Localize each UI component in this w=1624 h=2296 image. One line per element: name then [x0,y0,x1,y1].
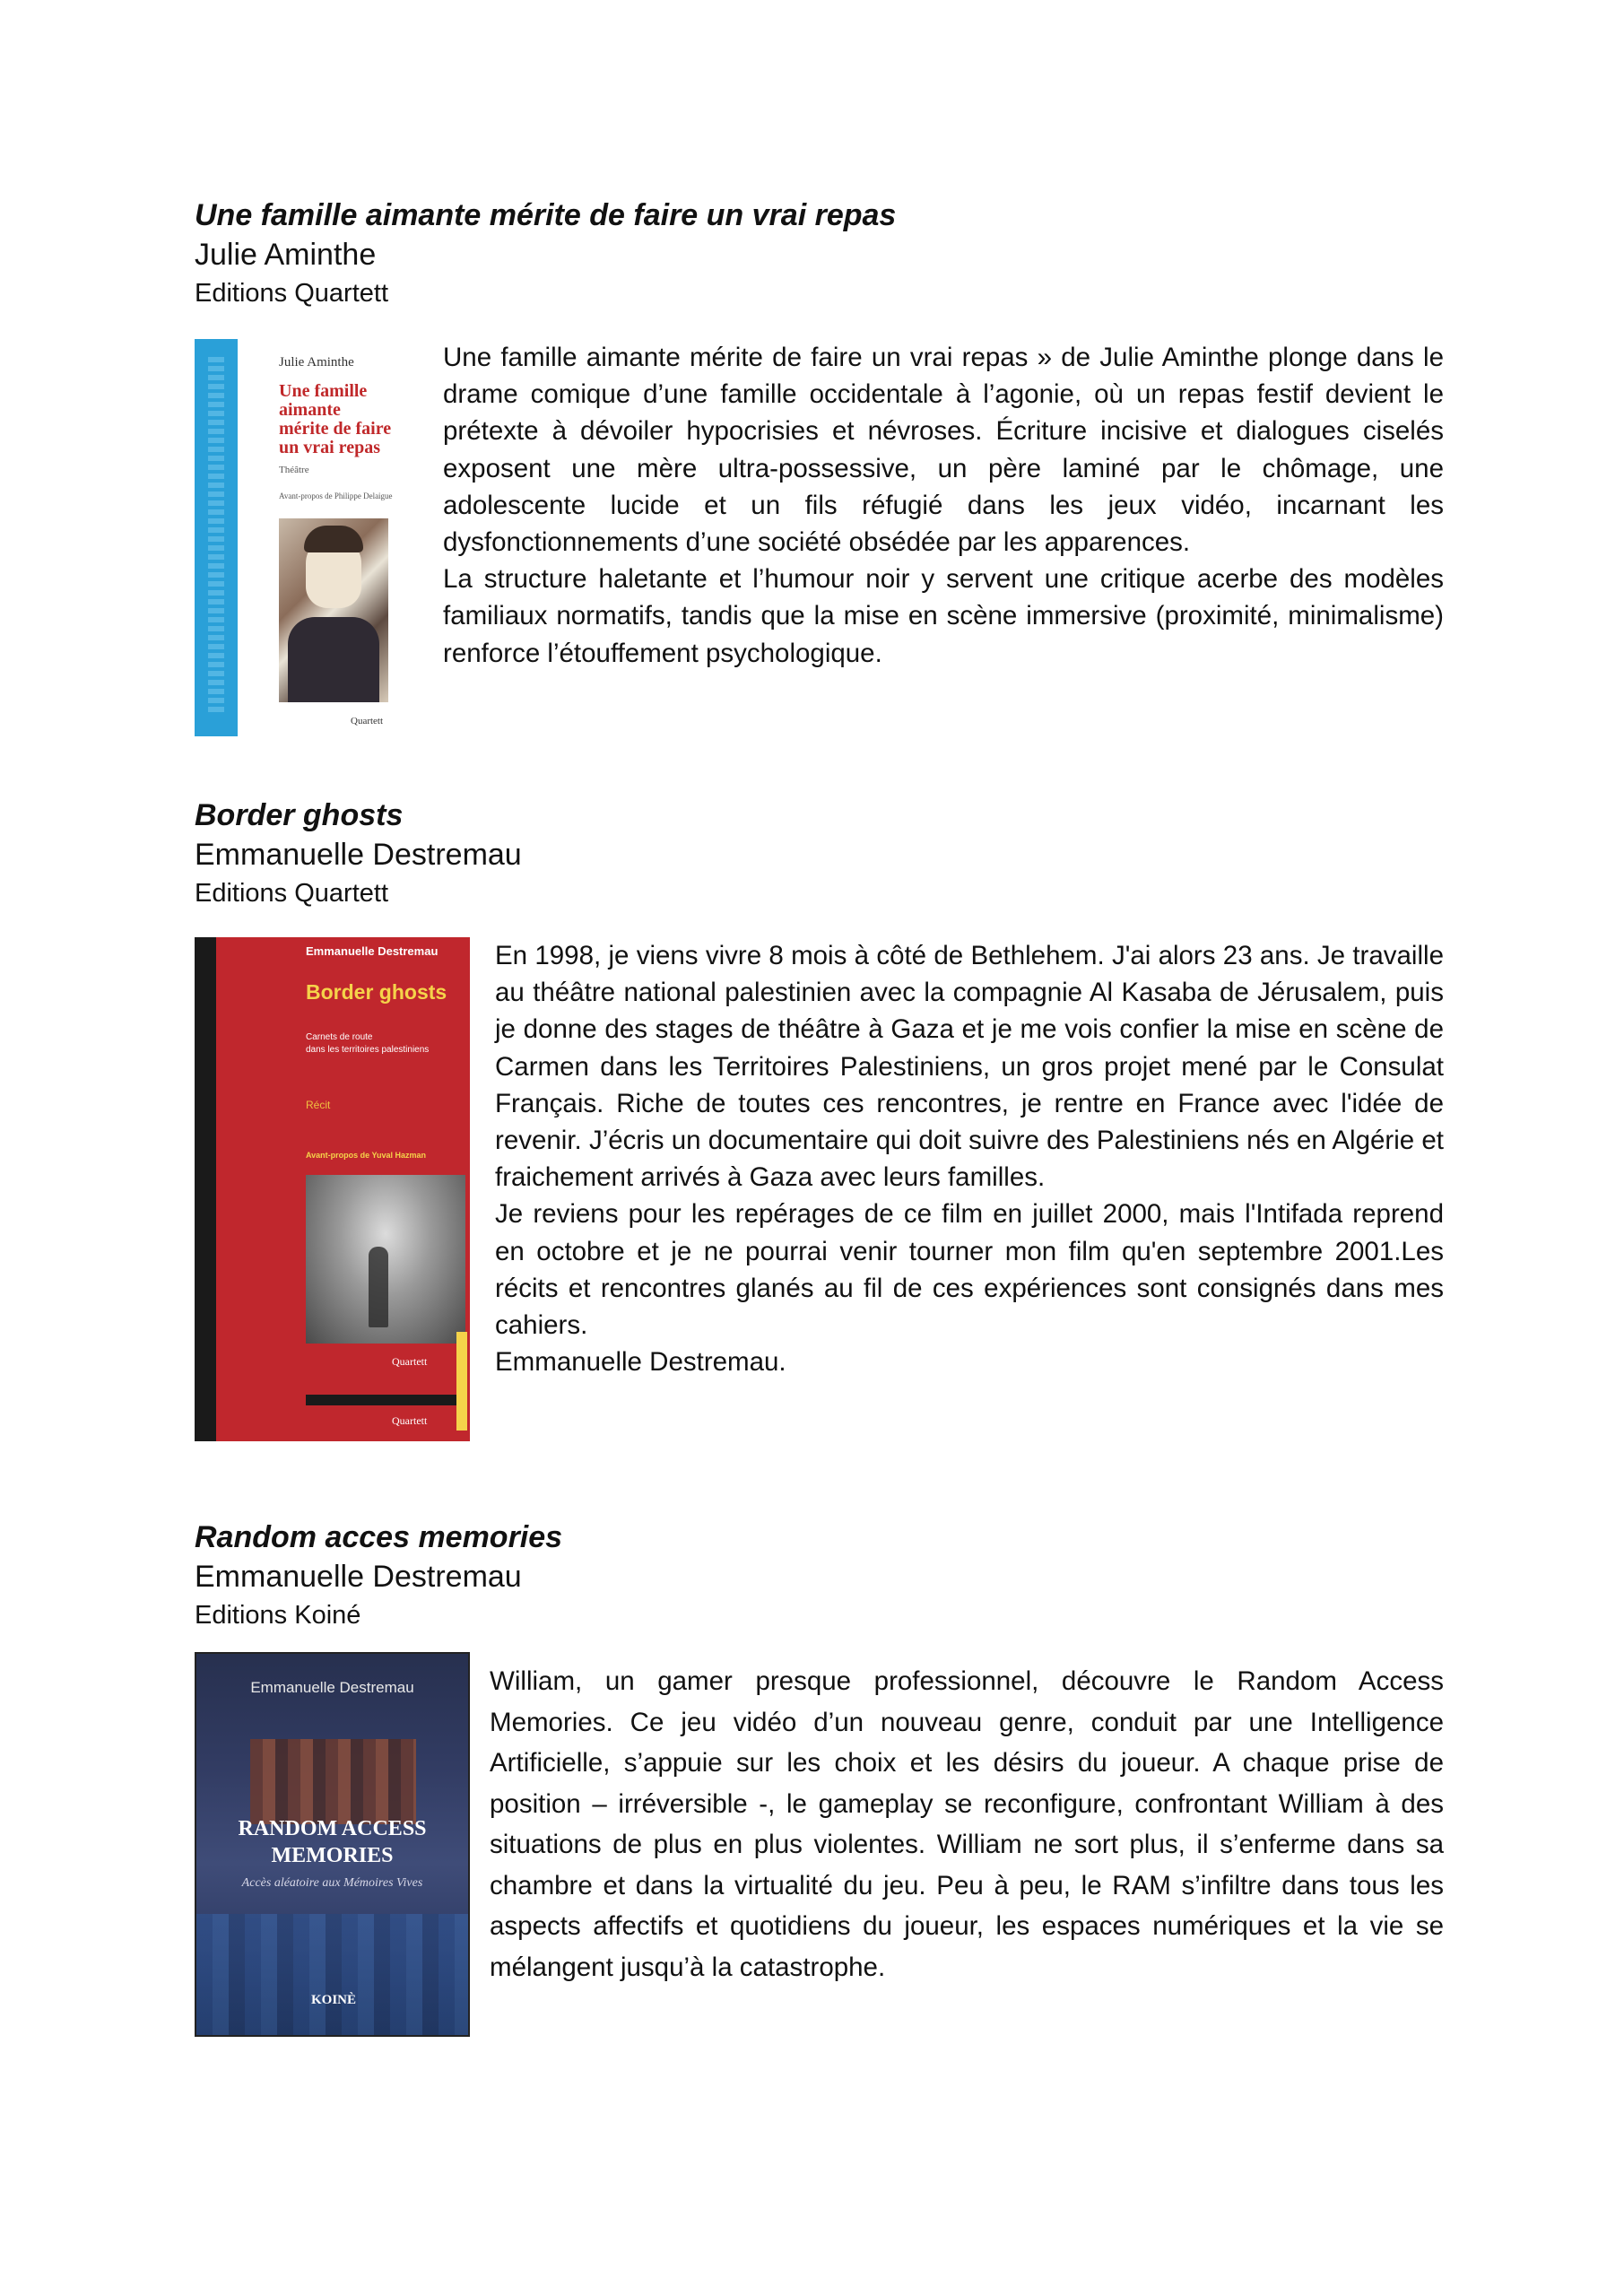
book-title: Random acces memories [195,1520,563,1554]
cover-genre: Théâtre [279,465,309,475]
book-title: Une famille aimante mérite de faire un vrai repas [195,198,897,232]
book-description [495,937,1444,1380]
cover-photo [279,518,388,702]
cover-genre: Récit [306,1099,331,1111]
cover-note: Avant-propos de Philippe Delaigue [279,491,393,500]
book-publisher: Editions Quartett [195,279,388,308]
book-title: Border ghosts [195,798,404,832]
cover-spine [195,937,216,1441]
cover-author: Julie Aminthe [279,355,354,370]
cover-publisher: Quartett [392,1355,428,1368]
book-author: Emmanuelle Destremau [195,838,522,872]
book-entry [195,196,1444,743]
cover-photo [250,1739,416,1824]
description-paragraph: William, un gamer presque professionnel, découvre le Random Access Memories. Ce jeu vidéo d’un nouveau genre, conduit par une Intelligence Artificielle, s’appuie sur les choix et les désirs du joueur. A chaque prise de position – irréversible -, le gameplay se reconfigure, confrontant William à des situations de plus en plus violentes. William ne sort plus, il s’enferme dans sa chambre et dans la virtualité du jeu. Peu à peu, le RAM s’infiltre dans tous les aspects affectifs et quotidiens du joueur, les espaces numériques et la vie se mélangent jusqu’à la catastrophe. [490,1666,1444,1982]
cover-author: Emmanuelle Destremau [306,944,439,958]
book-description [443,339,1444,672]
book-body [195,1652,1444,2038]
book-cover-image [195,937,470,1441]
book-author: Julie Aminthe [195,238,377,272]
cover-author: Emmanuelle Destremau [250,1679,414,1696]
cover-publisher: Quartett [351,716,384,726]
cover-title: Border ghosts [306,980,447,1004]
book-entry [195,796,1444,1444]
book-publisher: Editions Quartett [195,879,388,908]
cover-title: RANDOM ACCESS MEMORIES [238,1817,427,1867]
book-publisher: Editions Koiné [195,1601,361,1630]
description-paragraph: Une famille aimante mérite de faire un vrai repas » de Julie Aminthe plonge dans le drame comique d’une famille occidentale à l’agonie, où un repas festif devient le prétexte à dévoiler hypocrisies et névroses. Écriture incisive et dialogues ciselés exposent une mère ultra-possessive, un père laminé par le chômage, une adolescente lucide et un fils réfugié dans les jeux vidéo, incarnant les dysfonctionnements d’une société obsédée par les apparences. [443,343,1444,558]
cover-subtitle: Accès aléatoire aux Mémoires Vives [241,1876,423,1890]
cover-publisher-2: Quartett [392,1414,428,1427]
book-body [195,937,1444,1444]
book-cover-image [195,1652,470,2037]
book-entry [195,1518,1444,2038]
cover-spine [195,339,238,736]
description-paragraph: En 1998, je viens vivre 8 mois à côté de Bethlehem. J'ai alors 23 ans. Je travaille au théâtre national palestinien avec la compagnie Al Kasaba de Jérusalem, puis je donne des stages de théâtre à Gaza et je me vois confier la mise en scène de Carmen dans les Territoires Palestiniens, un gros projet mené par le Consulat Français. Riche de toutes ces rencontres, je rentre en France avec l'idée de revenir. J’écris un documentaire qui doit suivre des Palestiniens nés en Algérie et fraichement arrivés à Gaza avec leurs familles. [495,941,1444,1193]
cover-title: Une famille aimante mérite de faire un vrai repas [279,381,392,457]
book-cover-image [195,339,404,736]
book-author: Emmanuelle Destremau [195,1560,522,1594]
book-body [195,339,1444,743]
cover-photo [306,1175,465,1344]
book-description [490,1661,1444,1987]
cover-note: Avant-propos de Yuval Hazman [306,1151,427,1160]
description-paragraph: La structure haletante et l’humour noir y servent une critique acerbe des modèles familiaux normatifs, tandis que la mise en scène immersive (proximité, minimalisme) renforce l’étouffement psychologique. [443,564,1444,668]
cover-publisher-logo: KOINÈ [311,1993,357,2007]
cover-subtitle: Carnets de route dans les territoires palestiniens [306,1032,430,1055]
description-paragraph: Je reviens pour les repérages de ce film en juillet 2000, mais l'Intifada reprend en octobre et je ne pourrai venir tourner mon film qu'en septembre 2001.Les récits et rencontres glanés au fil de ces expériences sont consignés dans mes cahiers. [495,1199,1444,1341]
description-signature: Emmanuelle Destremau. [495,1347,786,1378]
